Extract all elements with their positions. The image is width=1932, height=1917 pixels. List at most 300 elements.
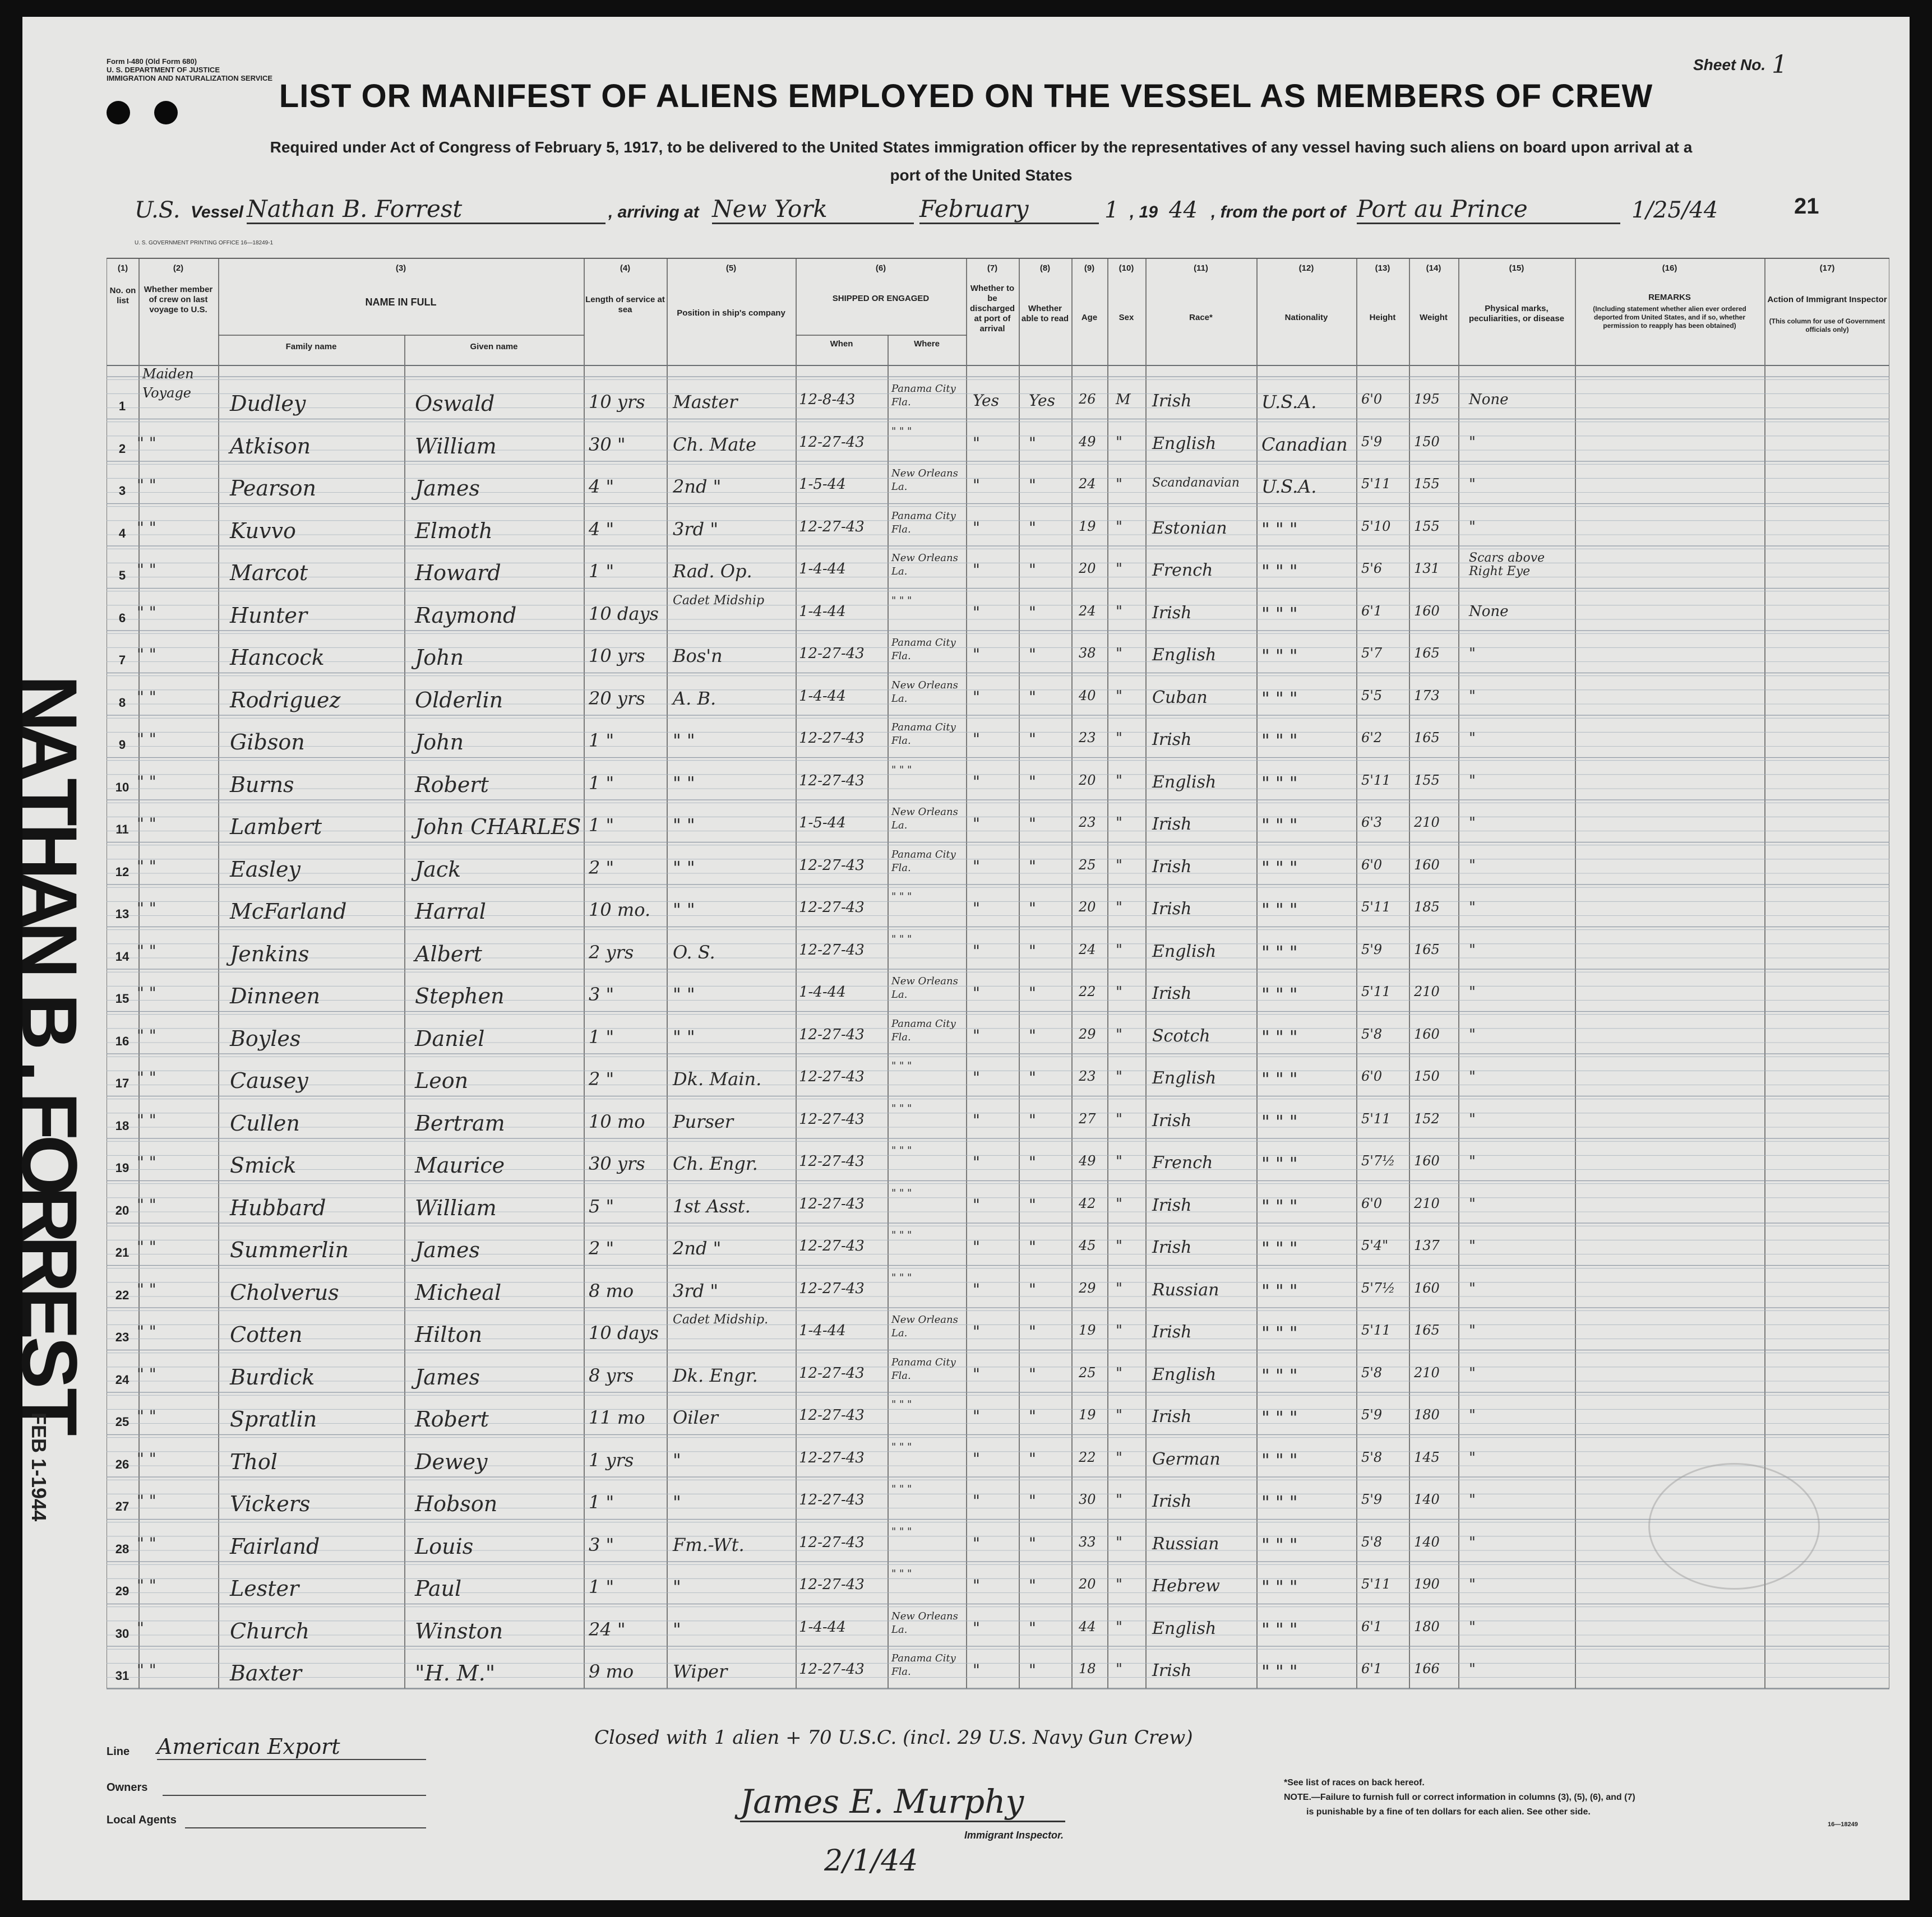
able-to-read-cell: " [1029, 1492, 1036, 1510]
nationality-cell: " " " [1261, 1153, 1298, 1174]
discharge-cell: " [973, 899, 980, 918]
able-to-read-cell: " [1029, 984, 1036, 1002]
nationality-cell: " " " [1261, 687, 1298, 709]
marks-cell: " [1469, 1322, 1476, 1339]
age-cell: 40 [1079, 687, 1096, 703]
shipped-where-cell: " " " [891, 1102, 912, 1114]
family-name-cell: Easley [230, 856, 301, 882]
family-name-cell: Cotten [230, 1322, 303, 1347]
last-voyage-cell: " " [137, 1449, 156, 1468]
given-name-cell: Micheal [415, 1280, 502, 1305]
col-num: (1) [117, 263, 128, 273]
race-cell: English [1152, 645, 1217, 665]
weight-cell: 180 [1414, 1618, 1440, 1634]
shipped-when-cell: 12-27-43 [799, 1238, 865, 1254]
height-cell: 5'7½ [1361, 1153, 1395, 1169]
race-cell: Estonian [1152, 518, 1227, 538]
service-cell: 10 yrs [589, 391, 645, 413]
race-cell: Irish [1152, 1322, 1192, 1342]
marks-cell: " [1469, 1618, 1476, 1636]
nationality-cell: " " " [1261, 1534, 1298, 1555]
shipped-where-cell: New Orleans La. [891, 1610, 958, 1636]
nationality-cell: " " " [1261, 561, 1298, 582]
age-cell: 22 [1079, 984, 1096, 999]
height-cell: 6'1 [1361, 1618, 1383, 1634]
position-cell: Wiper [673, 1661, 728, 1682]
able-to-read-cell: " [1029, 1576, 1036, 1595]
shipped-where-cell: Panama City Fla. [891, 848, 956, 874]
marks-cell: " [1469, 1576, 1476, 1593]
col-header-name: NAME IN FULL [365, 297, 437, 308]
shipped-where-cell: " " " [891, 1229, 912, 1241]
last-voyage-cell: " " [137, 603, 156, 622]
nationality-cell: " " " [1261, 1322, 1298, 1344]
family-name-cell: Rodriguez [230, 687, 341, 712]
service-cell: 11 mo [589, 1407, 645, 1428]
sex-cell: " [1116, 1026, 1122, 1043]
height-cell: 6'2 [1361, 730, 1383, 746]
row-number: 11 [115, 822, 129, 836]
col-num: (11) [1194, 263, 1208, 273]
given-name-cell: Robert [415, 1407, 489, 1432]
stamp-letter: S [6, 1336, 94, 1389]
marks-cell: " [1469, 1238, 1476, 1254]
nationality-cell: " " " [1261, 1492, 1298, 1513]
nationality-cell: " " " [1261, 1449, 1298, 1471]
nationality-cell: " " " [1261, 772, 1298, 794]
race-cell: Scotch [1152, 1026, 1210, 1046]
able-to-read-cell: " [1029, 1110, 1036, 1129]
position-cell: Dk. Main. [673, 1068, 762, 1090]
position-cell: Ch. Mate [673, 433, 757, 455]
service-cell: 8 yrs [589, 1364, 634, 1386]
row-number: 13 [115, 907, 130, 921]
shipped-where-cell: Panama City Fla. [891, 383, 956, 408]
sex-cell: " [1116, 941, 1122, 958]
weight-cell: 210 [1414, 1364, 1440, 1381]
shipped-when-cell: 12-27-43 [799, 1026, 865, 1043]
age-cell: 49 [1079, 433, 1096, 450]
service-cell: 1 " [589, 814, 614, 836]
able-to-read-cell: " [1029, 1364, 1036, 1383]
last-voyage-cell: " " [137, 984, 156, 1002]
discharge-cell: " [973, 603, 980, 622]
age-cell: 44 [1079, 1618, 1096, 1634]
weight-cell: 137 [1414, 1238, 1440, 1253]
family-name-cell: Cullen [230, 1110, 300, 1136]
last-voyage-cell: " " [137, 1407, 156, 1425]
marks-cell: " [1469, 941, 1476, 958]
height-cell: 5'8 [1361, 1534, 1383, 1550]
nationality-cell: " " " [1261, 518, 1298, 540]
nationality-cell: " " " [1261, 1407, 1298, 1428]
shipped-where-cell: " " " [891, 763, 912, 776]
height-cell: 5'11 [1361, 772, 1391, 788]
race-cell: Russian [1152, 1534, 1219, 1554]
nationality-cell: " " " [1261, 1661, 1298, 1682]
marks-cell: " [1469, 1195, 1476, 1212]
weight-cell: 165 [1414, 645, 1440, 661]
nationality-cell: " " " [1261, 941, 1298, 963]
closed-note: Closed with 1 alien + 70 U.S.C. (incl. 29 U.S. Navy Gun Crew) [594, 1726, 1193, 1749]
last-voyage-cell: " " [137, 1534, 156, 1553]
nationality-cell: " " " [1261, 814, 1298, 836]
height-cell: 5'5 [1361, 687, 1383, 703]
sex-cell: " [1116, 433, 1122, 451]
stamp-letter: R [6, 1235, 94, 1293]
family-name-cell: Burns [230, 772, 294, 797]
row-number: 12 [115, 864, 130, 879]
discharge-cell: " [973, 645, 980, 664]
age-cell: 29 [1079, 1280, 1096, 1296]
service-cell: 1 yrs [589, 1449, 634, 1471]
race-cell: English [1152, 1068, 1217, 1088]
shipped-where-cell: " " " [891, 891, 912, 902]
able-to-read-cell: " [1029, 1026, 1036, 1045]
marks-cell: " [1469, 1364, 1476, 1382]
position-cell: " " [673, 1026, 695, 1048]
height-cell: 5'11 [1361, 1576, 1391, 1592]
col-header-marks: Physical marks, peculiarities, or disease [1468, 304, 1565, 323]
col-num: (12) [1298, 263, 1314, 273]
service-cell: 2 " [589, 856, 614, 878]
discharge-cell: " [973, 1449, 980, 1468]
given-name-cell: Elmoth [415, 518, 493, 543]
discharge-cell: " [973, 476, 980, 494]
document-subtitle [112, 133, 1850, 189]
family-name-cell: Marcot [230, 561, 308, 585]
age-cell: 20 [1079, 772, 1096, 788]
weight-cell: 166 [1414, 1661, 1440, 1677]
height-cell: 5'8 [1361, 1449, 1383, 1465]
sex-cell: " [1116, 730, 1122, 747]
age-cell: 19 [1079, 1322, 1096, 1338]
service-cell: 1 " [589, 1576, 614, 1598]
col-header-shipped: SHIPPED OR ENGAGED [832, 294, 930, 303]
nationality-cell: " " " [1261, 1110, 1298, 1132]
family-name-cell: Smick [230, 1153, 297, 1178]
race-cell: Hebrew [1152, 1576, 1220, 1596]
able-to-read-cell: " [1029, 603, 1036, 622]
last-voyage-cell: " " [137, 1661, 156, 1679]
departure-port: Port au Prince [1357, 195, 1620, 224]
weight-cell: 185 [1414, 899, 1440, 915]
fine-note-cont: is punishable by a fine of ten dollars for each alien. See other side. [1306, 1807, 1591, 1817]
shipped-when-cell: 12-27-43 [799, 1153, 865, 1170]
height-cell: 6'1 [1361, 1661, 1383, 1677]
able-to-read-cell: " [1029, 1407, 1036, 1425]
sex-cell: " [1116, 899, 1122, 916]
family-name-cell: Dudley [230, 391, 306, 416]
shipped-when-cell: 1-4-44 [799, 984, 846, 1001]
race-cell: Russian [1152, 1280, 1219, 1300]
marks-cell: " [1469, 1407, 1476, 1424]
sex-cell: " [1116, 1618, 1122, 1636]
row-number: 10 [115, 780, 130, 794]
age-cell: 19 [1079, 518, 1096, 534]
marks-cell: " [1469, 518, 1476, 535]
shipped-where-cell: Panama City Fla. [891, 1356, 956, 1382]
able-to-read-cell: " [1029, 941, 1036, 960]
race-cell: Scandanavian [1152, 476, 1240, 490]
given-name-cell: Stephen [415, 984, 505, 1008]
weight-cell: 152 [1414, 1110, 1440, 1127]
family-name-cell: Boyles [230, 1026, 301, 1051]
height-cell: 6'1 [1361, 603, 1383, 619]
given-name-cell: "H. M." [415, 1661, 496, 1686]
service-cell: 10 days [589, 1322, 659, 1344]
last-voyage-cell: " " [137, 518, 156, 537]
height-cell: 5'6 [1361, 561, 1383, 576]
given-name-cell: Louis [415, 1534, 474, 1559]
stamp-letter: B [6, 993, 94, 1050]
marks-cell: " [1469, 1661, 1476, 1678]
family-name-cell: Atkison [230, 433, 311, 459]
height-cell: 5'4" [1361, 1238, 1389, 1253]
weight-cell: 160 [1414, 1280, 1440, 1296]
able-to-read-cell: " [1029, 1280, 1036, 1299]
last-voyage-cell: " " [137, 1153, 156, 1172]
shipped-where-cell: Panama City Fla. [891, 1652, 956, 1678]
col-num: (6) [875, 263, 886, 273]
col-header-action: Action of Immigrant Inspector [1767, 295, 1887, 304]
last-voyage-cell: " " [137, 1280, 156, 1299]
col-header-sex: Sex [1118, 313, 1134, 322]
marks-cell: None [1469, 391, 1509, 408]
weight-cell: 150 [1414, 433, 1440, 450]
sex-cell: " [1116, 1407, 1122, 1424]
given-name-cell: Paul [415, 1576, 462, 1601]
family-name-cell: Lester [230, 1576, 299, 1601]
able-to-read-cell: " [1029, 1068, 1036, 1087]
height-cell: 5'10 [1361, 518, 1391, 534]
age-cell: 19 [1079, 1407, 1096, 1423]
able-to-read-cell: " [1029, 730, 1036, 748]
nationality-cell: " " " [1261, 730, 1298, 751]
discharge-cell: " [973, 687, 980, 706]
family-name-cell: Baxter [230, 1661, 302, 1686]
service-cell: 1 " [589, 772, 614, 794]
weight-cell: 160 [1414, 856, 1440, 873]
given-name-cell: Olderlin [415, 687, 503, 712]
shipped-where-cell: Panama City Fla. [891, 1017, 956, 1043]
discharge-cell: " [973, 1576, 980, 1595]
age-cell: 20 [1079, 1576, 1096, 1592]
shipped-where-cell: " " " [891, 1271, 912, 1284]
shipped-when-cell: 1-5-44 [799, 476, 846, 493]
shipped-when-cell: 12-27-43 [799, 1449, 865, 1466]
weight-cell: 140 [1414, 1534, 1440, 1550]
shipped-when-cell: 12-27-43 [799, 1576, 865, 1593]
height-cell: 6'0 [1361, 856, 1383, 873]
family-name-cell: Hancock [230, 645, 325, 670]
age-cell: 33 [1079, 1534, 1096, 1550]
shipped-when-cell: 12-8-43 [799, 391, 856, 408]
shipped-when-cell: 12-27-43 [799, 856, 865, 874]
position-cell: Bos'n [673, 645, 723, 666]
row-number: 16 [115, 1034, 130, 1048]
marks-cell: " [1469, 433, 1476, 451]
shipped-when-cell: 1-5-44 [799, 814, 846, 831]
col-header-where: Where [914, 339, 940, 349]
weight-cell: 210 [1414, 984, 1440, 999]
stamp-letter: A [6, 872, 94, 929]
discharge-cell: " [973, 1492, 980, 1510]
owners-label: Owners [107, 1781, 148, 1794]
marks-cell: " [1469, 645, 1476, 662]
discharge-cell: " [973, 1407, 980, 1425]
family-name-cell: Spratlin [230, 1407, 317, 1432]
given-name-cell: Oswald [415, 391, 495, 416]
service-cell: 30 " [589, 433, 626, 455]
side-date: FEB 1-1944 [27, 1413, 50, 1522]
service-cell: 30 yrs [589, 1153, 645, 1174]
race-cell: Irish [1152, 899, 1192, 919]
service-cell: 2 " [589, 1068, 614, 1090]
sex-cell: " [1116, 1449, 1122, 1466]
service-cell: 1 " [589, 1026, 614, 1048]
position-cell: " " [673, 814, 695, 836]
given-name-cell: Leon [415, 1068, 469, 1093]
last-voyage-cell: " " [137, 856, 156, 876]
race-cell: Irish [1152, 730, 1192, 749]
given-name-cell: Bertram [415, 1110, 505, 1136]
shipped-when-cell: 1-4-44 [799, 1618, 846, 1636]
family-name-cell: Hubbard [230, 1195, 326, 1220]
position-cell: " " [673, 899, 695, 920]
col-num: (7) [987, 263, 998, 273]
service-cell: 10 mo. [589, 899, 651, 920]
row-number: 1 [118, 399, 126, 413]
col-num: (13) [1375, 263, 1390, 273]
height-cell: 5'9 [1361, 1407, 1383, 1423]
age-cell: 23 [1079, 814, 1096, 830]
age-cell: 24 [1079, 603, 1096, 619]
last-voyage-cell: " " [137, 1068, 156, 1087]
shipped-when-cell: 12-27-43 [799, 1364, 865, 1382]
given-name-cell: Daniel [415, 1026, 485, 1051]
service-cell: 3 " [589, 984, 614, 1005]
age-cell: 49 [1079, 1153, 1096, 1169]
race-cell: Irish [1152, 984, 1192, 1003]
nationality-cell: " " " [1261, 645, 1298, 666]
race-cell: Irish [1152, 1407, 1192, 1427]
col-header-age: Age [1081, 313, 1098, 322]
shipped-when-cell: 12-27-43 [799, 1110, 865, 1128]
shipped-when-cell: 12-27-43 [799, 941, 865, 958]
service-cell: 5 " [589, 1195, 614, 1217]
sex-cell: " [1116, 1534, 1122, 1551]
row-number: 28 [115, 1541, 130, 1556]
height-cell: 5'11 [1361, 1322, 1391, 1338]
height-cell: 5'9 [1361, 941, 1383, 957]
weight-cell: 155 [1414, 772, 1440, 788]
able-to-read-cell: " [1029, 1195, 1036, 1214]
marks-cell: " [1469, 1280, 1476, 1297]
sex-cell: " [1116, 1661, 1122, 1678]
marks-cell: " [1469, 814, 1476, 831]
col-header-nationality: Nationality [1284, 313, 1328, 322]
service-cell: 1 " [589, 561, 614, 582]
family-name-cell: Cholverus [230, 1280, 339, 1305]
shipped-where-cell: New Orleans La. [891, 552, 958, 577]
nationality-cell: " " " [1261, 1618, 1298, 1640]
given-name-cell: Harral [415, 899, 486, 924]
sex-cell: " [1116, 687, 1122, 705]
height-cell: 6'0 [1361, 391, 1383, 407]
given-name-cell: Hilton [415, 1322, 483, 1347]
nationality-cell: " " " [1261, 856, 1298, 878]
nationality-cell: " " " [1261, 899, 1298, 920]
shipped-where-cell: New Orleans La. [891, 679, 958, 705]
able-to-read-cell: " [1029, 856, 1036, 876]
height-cell: 5'11 [1361, 1110, 1391, 1127]
height-cell: 5'11 [1361, 476, 1391, 492]
row-number: 19 [115, 1161, 130, 1175]
family-name-cell: Summerlin [230, 1238, 349, 1262]
shipped-where-cell: " " " [891, 1187, 912, 1199]
agents-line [185, 1827, 426, 1828]
stamp-letter: O [6, 1135, 94, 1196]
weight-cell: 131 [1414, 561, 1440, 576]
last-voyage-cell: " " [137, 1364, 156, 1383]
shipped-where-cell: " " " [891, 933, 912, 945]
stamp-letter: A [6, 724, 94, 781]
signature-date: 2/1/44 [824, 1844, 918, 1878]
marks-cell: " [1469, 1026, 1476, 1043]
row-number: 7 [118, 653, 126, 667]
shipped-where-cell: New Orleans La. [891, 467, 958, 493]
discharge-cell: " [973, 1322, 980, 1341]
local-agents-label: Local Agents [107, 1814, 177, 1826]
row-number: 17 [115, 1076, 130, 1090]
col-header-position: Position in ship's company [677, 308, 785, 318]
service-cell: 2 " [589, 1238, 614, 1259]
departure-date: 1/25/44 [1631, 197, 1718, 223]
stamp-letter: H [6, 823, 94, 880]
service-cell: 9 mo [589, 1661, 634, 1682]
race-cell: Irish [1152, 1661, 1192, 1680]
nationality-cell: " " " [1261, 1068, 1298, 1090]
given-name-cell: Howard [415, 561, 501, 585]
shipped-where-cell: " " " [891, 594, 912, 606]
service-cell: 4 " [589, 518, 614, 540]
stamp-letter: T [6, 778, 94, 826]
row-number: 18 [115, 1118, 130, 1133]
col-header-remarks: REMARKS [1648, 293, 1691, 302]
weight-cell: 145 [1414, 1449, 1440, 1465]
race-cell: English [1152, 1364, 1217, 1384]
owners-line [163, 1795, 426, 1796]
race-cell: German [1152, 1449, 1221, 1469]
able-to-read-cell: " [1029, 518, 1036, 537]
col-num: (14) [1426, 263, 1441, 273]
fine-note: NOTE.—Failure to furnish full or correct information in columns (3), (5), (6), and (7) [1284, 1793, 1635, 1802]
sex-cell: M [1116, 391, 1131, 408]
weight-cell: 155 [1414, 518, 1440, 534]
stamp-letter: N [6, 675, 94, 732]
form-id-line: IMMIGRATION AND NATURALIZATION SERVICE [107, 74, 273, 82]
shipped-where-cell: Panama City Fla. [891, 510, 956, 535]
sex-cell: " [1116, 476, 1122, 493]
discharge-cell: Yes [973, 391, 999, 410]
given-name-cell: Robert [415, 772, 489, 797]
shipped-when-cell: 12-27-43 [799, 1280, 865, 1297]
discharge-cell: " [973, 1153, 980, 1172]
race-cell: Irish [1152, 1195, 1192, 1215]
vessel-name: Nathan B. Forrest [247, 195, 606, 224]
able-to-read-cell: " [1029, 433, 1036, 452]
